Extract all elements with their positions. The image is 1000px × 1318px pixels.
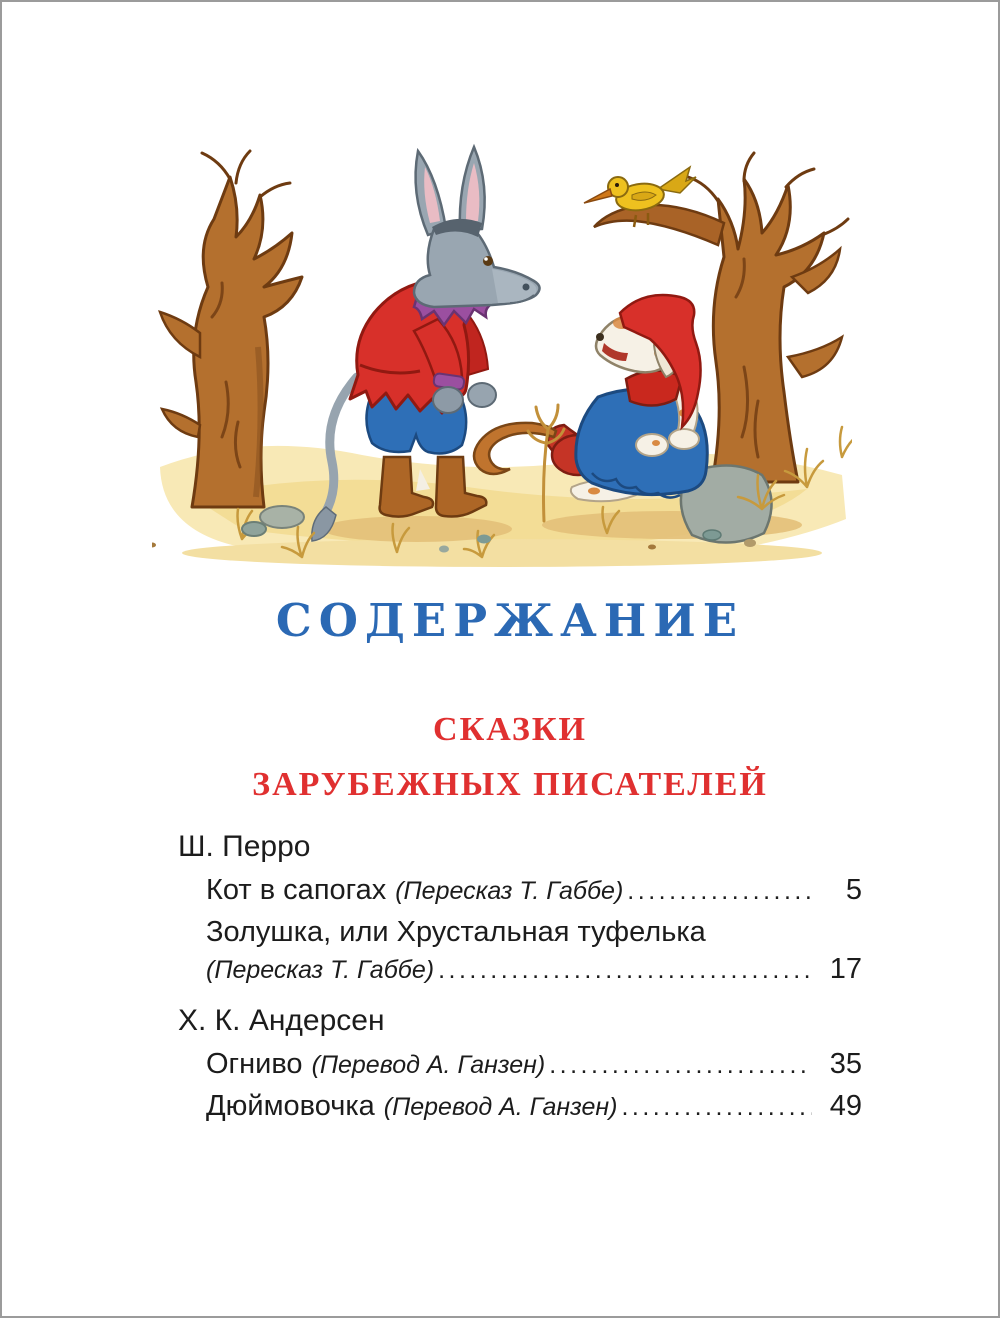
dot-leader <box>621 1095 812 1120</box>
toc-entry-note: (Пересказ Т. Габбе) <box>206 956 435 984</box>
toc-entry-tinderbox <box>178 1050 862 1079</box>
toc-author-andersen: Х. К. Андерсен <box>178 1004 385 1037</box>
table-of-contents <box>178 832 862 1134</box>
toc-entry-note: (Пересказ Т. Габбе) <box>395 877 624 905</box>
section-heading-line2: ЗАРУБЕЖНЫХ ПИСАТЕЛЕЙ <box>252 766 768 803</box>
toc-entry-title: Кот в сапогах <box>206 874 387 906</box>
toc-entry-note: (Перевод А. Ганзен) <box>311 1051 546 1079</box>
dot-leader <box>549 1053 812 1078</box>
toc-entry-page: 5 <box>845 874 862 906</box>
toc-entry-title: Огниво <box>206 1048 303 1080</box>
toc-entry-title: Золушка, или Хрустальная туфелька <box>206 916 706 948</box>
toc-entry-page: 35 <box>829 1048 862 1080</box>
dot-leader <box>627 879 812 904</box>
toc-entry-cinderella-title <box>178 918 862 947</box>
toc-entry-puss-in-boots <box>178 876 862 905</box>
toc-author-perrault: Ш. Перро <box>178 830 311 863</box>
toc-entry-title: Дюймовочка <box>206 1090 375 1122</box>
toc-entry-page: 17 <box>829 953 862 985</box>
section-heading <box>150 702 870 812</box>
contents-heading: СОДЕРЖАНИЕ <box>275 594 745 647</box>
section-heading-line1: СКАЗКИ <box>433 711 587 748</box>
toc-entry-thumbelina <box>178 1092 862 1121</box>
fairy-tale-illustration <box>152 137 852 577</box>
dot-leader <box>438 958 812 983</box>
toc-entry-page: 49 <box>829 1090 862 1122</box>
toc-entry-cinderella-note <box>178 955 862 984</box>
toc-entry-note: (Перевод А. Ганзен) <box>383 1093 618 1121</box>
